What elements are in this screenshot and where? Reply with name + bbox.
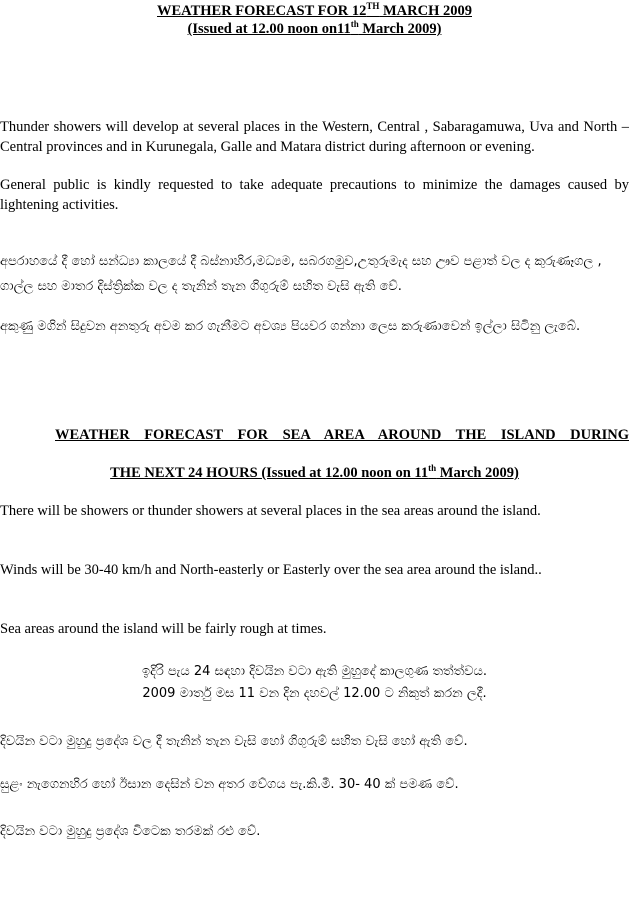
issued-line: (Issued at 12.00 noon on11th March 2009) <box>187 19 442 37</box>
sea-forecast-heading-2: THE NEXT 24 HOURS (Issued at 12.00 noon on 11th March 2009) <box>110 463 519 481</box>
forecast-paragraph-en-2: General public is kindly requested to take adequate precautions to minimize the damages caused by lightening activities. <box>0 177 629 213</box>
sea-paragraph-en-1: There will be showers or thunder showers at several places in the sea areas around the island. <box>0 503 541 519</box>
sea-paragraph-en-2: Winds will be 30-40 km/h and North-easterly or Easterly over the sea area around the island.. <box>0 562 542 578</box>
sea-heading-si-1: ඉදිරි පැය 24 සඳහා දිවයින වටා ඇති මුහුදේ කාලගුණ තත්ත්වය. <box>142 664 487 679</box>
sea-paragraph-en-3: Sea areas around the island will be fairly rough at times. <box>0 621 327 637</box>
sea-forecast-heading-1: WEATHER FORECAST FOR SEA AREA AROUND THE ISLAND DURING <box>55 427 629 443</box>
sea-paragraph-si-1: දිවයින වටා මුහුදු ප්‍රදේශ වල දී තැනින් තැන වැසි හෝ ගිගුරුම් සහිත වැසි හෝ ඇති වේ. <box>0 734 468 749</box>
forecast-paragraph-en-1: Thunder showers will develop at several places in the Western, Central , Sabaragamuwa, Uva and North –Central provinces and in Kurunegala, Galle and Matara district during afternoon or evening. <box>0 119 629 155</box>
sea-heading-si-2: 2009 මාර්තු මස 11 වන දින දහවල් 12.00 ට නිකුත් කරන ලදී. <box>142 686 487 701</box>
forecast-title: WEATHER FORECAST FOR 12TH MARCH 2009 <box>157 1 472 19</box>
forecast-paragraph-si-2: අකුණු මගින් සිදුවන අනතුරු අවම කර ගැනීමට අවශ්‍ය පියවර ගන්නා ලෙස කරුණාවෙන් ඉල්ලා සිටිනු ලැබේ. <box>0 319 581 334</box>
sea-paragraph-si-2: සුළං නැගෙනහිර හෝ ඊසාන දෙසින් වන අතර වේගය පැ.කි.මී. 30- 40 ක් පමණ වේ. <box>0 777 459 792</box>
forecast-paragraph-si-1: අපරාහයේ දී හෝ සන්ධ්‍යා කාලයේ දී බස්නාහිර,මධ්‍යම, සබරගමුව,උතුරුමැද සහ ඌව පළාත් වල ද කුරුණෑගල , ගාල්ල සහ මාතර දිස්ත්‍රික්ක වල ද තැනින් තැන ගිගුරුම් සහිත වැසි ඇති වේ. <box>0 254 602 294</box>
sea-paragraph-si-3: දිවයින වටා මුහුදු ප්‍රදේශ විටෙක තරමක් රළු වේ. <box>0 824 261 839</box>
